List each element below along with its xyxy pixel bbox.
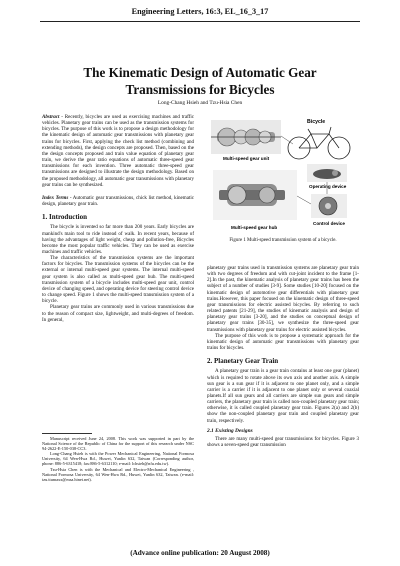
operating-device-image [307, 164, 347, 182]
bicycle-image [288, 127, 350, 159]
abstract-heading: Abstract [42, 114, 60, 120]
section-2-1-paragraph-1: There are many multi-speed gear transmissions for bicycles. Figure 3 shows a seven-speed gear transmission [207, 435, 359, 449]
authors: Long-Chang Hsieh and Tzu-Hsia Chen [157, 100, 243, 106]
intro-paragraph-3: Planetary gear trains are commonly used in various transmissions due to the reason of compact size, lightweight, and multi-degrees of freedom. In general, [42, 304, 194, 323]
right-paragraph-2: The purpose of this work is to propose a systematic approach for the kinematic design of automatic gear transmissions with planetary gear trains for bicycles. [207, 332, 359, 352]
section-2-1-heading: 2.1 Existing Designs [207, 427, 253, 434]
publication-footer: (Advance online publication: 20 August 2008) [130, 549, 270, 557]
footnote-author-1: Long-Chang Hsieh is with the Power Mechanical Engineering, National Formosa University, 64 Wen-Hwa Rd., Huwei, Yunlin 632, Taiwan (Corresponding author, phone: 886-5-6315418; fax:886-5-6312110; e-mail: lchsieh@nfu.edu.tw). [42, 451, 194, 467]
figure-1-illustration [207, 114, 359, 236]
label-operating-device: Operating device [309, 184, 347, 189]
section-1-heading: 1. Introduction [42, 213, 87, 222]
intro-paragraph-1: The bicycle is invented so far more than 200 years. Early bicycles are mankind's main tool to ride instead of walk. In recent years, because of having the advantages of light weight, cheap and pollution-free, Bicycles become the most popular traffic vehicles. They can be used as exercise machines and traffic vehicles. [42, 224, 194, 255]
left-column [42, 114, 194, 323]
abstract-text: - Recently, bicycles are used as exercising machines and traffic vehicles. Planetary gear trains can be used as the transmission systems for bicycles. The purpose of this work is to propose a design methodology for the kinematic design of automatic gear transmissions with planetary gear trains for bicycles. First, applying the check list method (combining and extending methods), the design concepts are proposed. Then, based on the the design concepts proposed and train value equation of planetary gear train, we derive the gear ratio equations of automatic three-speed gear transmissions for each invention. Three automatic three-speed gear transmissions are designed to illustrate the design methodology. Based on the proposed methodology, all automatic gear transmissions with planetary gear trains can be synthesized. [42, 114, 194, 188]
footnote-manuscript: Manuscript received June 24, 2008. This work was supported in part by the National Science of the Republic of China for the support of this research under NSC 94-2622-E-150-038-CC3. [42, 436, 194, 452]
right-column [207, 265, 359, 448]
abstract [42, 114, 194, 188]
figure-1 [207, 114, 359, 236]
footnote-author-2: Tzu-Hsia Chen is with the Mechanical and Electro-Mechanical Engineering , National Formosa University, 64 Wen-Hwa Rd., Huwei, Yunlin 632, Taiwan. (e-mail: tzu.ttumaxx@msa.hinet.net). [42, 466, 194, 482]
label-multi-speed-gear-unit: Multi-speed gear unit [223, 156, 270, 161]
intro-paragraph-2: The characteristics of the transmission systems are the important factors for bicycles. The transmission systems of the bicycles can be the external or internal multi-speed gear systems. The internal multi-speed gear system is also called as multi-speed gear hub. The multi-speed transmission system of a bicycle includes multi-speed gear unit, control device of changing speed, and operating device for steering control device to change speed. Figure 1 shows the multi-speed transmission system of a bicycle. [42, 255, 194, 305]
gear-hub-image [213, 170, 297, 220]
index-terms-heading: Index Terms [42, 194, 69, 201]
header-rule [40, 21, 360, 22]
index-terms [42, 195, 194, 207]
figure-1-caption: Figure 1 Multi-speed transmission system of a bicycle. [229, 238, 337, 243]
label-bicycle: Bicycle [307, 119, 326, 125]
footnote-rule [42, 433, 92, 434]
paper-title [40, 64, 360, 98]
title-line-1: The Kinematic Design of Automatic Gear [83, 65, 317, 80]
title-line-2: Transmissions for Bicycles [125, 82, 275, 97]
footnote [42, 436, 194, 482]
section-2-paragraph-1: A planetary gear train is a gear train contains at least one gear (planet) which is required to rotate above its own axis and another axis. A simple sun gear is a sun gear if it is adjacent to one planet only, and a simple carrier is a carrier if it is adjacent to one planet only or several coaxial planets.If all sun gears and all carriers are simple sun gears and simple carriers, the planetary gear train is called non-coupled planetary gear train; otherwise, it is called coupled planetary gear train. Figures 2(a) and 2(b) show the non-coupled planetary gear train and coupled planetary gear train, respectively. [207, 368, 359, 424]
journal-header: Engineering Letters, 16:3, EL_16_3_17 [131, 7, 269, 16]
label-multi-speed-gear-hub: Multi-speed gear hub [231, 225, 278, 230]
gear-unit-image [211, 120, 281, 154]
control-device-image [311, 194, 347, 218]
right-paragraph-1: planetary gear trains used in transmission systems are planetary gear train with two degrees of freedom and with cut-joint incident to the frame [1-2].In the past, the kinematic analysis of planetary gear trains has been the subject of a number of studies [3-9]. Some studies [10-20] focused on the kinematic design of automotive gear differentials with planetary gear trains.However, this paper focused on the kinematic design of three-speed gear transmissions for electric assisted bicycles. By referring to such related patents [21-29], the studies of kinematic analysis and design of planetary gear trains [3-20], and the studies on conceptual design of planetary gear trains [30-35], we synthesize the three-speed gear transmissions with planetary gear trains for electric assisted bicycles. [207, 265, 359, 333]
section-2-heading: 2. Planetary Gear Train [207, 357, 279, 366]
index-terms-text: - Automatic gear transmissions, chick list method, kinematic design, planetary gear train. [42, 194, 194, 208]
label-control-device: Control device [313, 221, 345, 226]
